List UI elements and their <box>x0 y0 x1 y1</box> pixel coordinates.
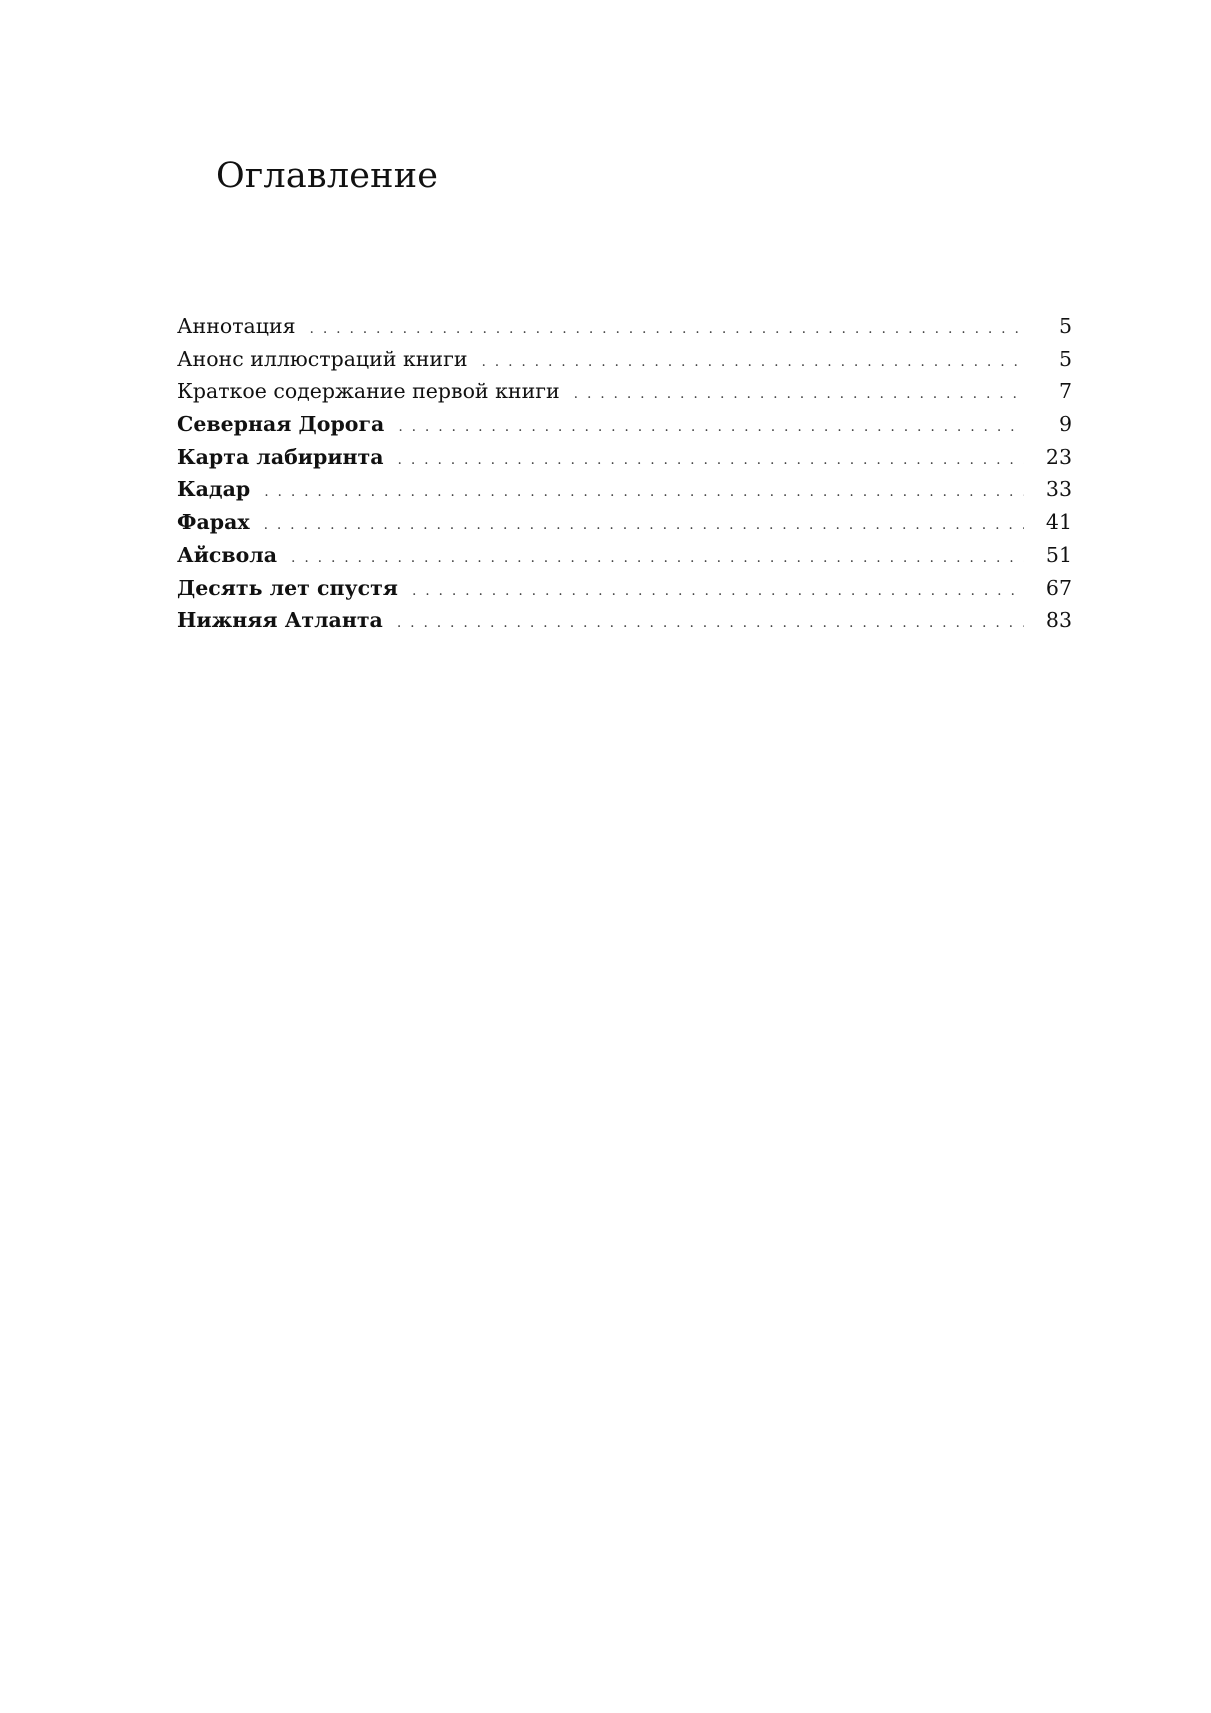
dot-leader <box>291 542 1024 575</box>
dot-leader <box>574 378 1024 411</box>
toc-entry-page: 67 <box>1045 575 1072 600</box>
toc-entry[interactable] <box>177 604 1072 637</box>
table-of-contents <box>177 310 1072 637</box>
toc-entry-page: 5 <box>1058 314 1072 338</box>
toc-entry-page: 41 <box>1045 510 1072 535</box>
toc-entry-title: Аннотация <box>177 314 296 338</box>
toc-entry-title: Нижняя Атланта <box>177 608 383 633</box>
toc-entry-page: 5 <box>1058 346 1072 371</box>
toc-entry-title: Северная Дорога <box>177 412 385 437</box>
toc-entry-page: 33 <box>1045 477 1072 502</box>
dot-leader <box>310 313 1024 346</box>
toc-entry[interactable] <box>177 506 1072 539</box>
toc-entry[interactable] <box>177 572 1072 605</box>
toc-entry-title: Фарах <box>177 510 250 535</box>
toc-entry-page: 83 <box>1045 608 1072 633</box>
dot-leader <box>398 411 1024 444</box>
toc-entry[interactable] <box>177 539 1072 572</box>
dot-leader <box>481 346 1024 379</box>
toc-entry-title: Краткое содержание первой книги <box>177 379 560 404</box>
toc-entry[interactable] <box>177 441 1072 474</box>
toc-entry-page: 23 <box>1045 444 1072 469</box>
toc-entry[interactable] <box>177 473 1072 506</box>
dot-leader <box>397 607 1024 640</box>
toc-entry-title: Десять лет спустя <box>177 575 398 600</box>
page-title: Оглавление <box>216 156 439 196</box>
toc-entry[interactable] <box>177 343 1072 376</box>
dot-leader <box>412 575 1024 608</box>
dot-leader <box>398 444 1024 477</box>
toc-entry-page: 9 <box>1058 412 1072 437</box>
toc-entry[interactable] <box>177 408 1072 441</box>
toc-entry-title: Анонс иллюстраций книги <box>177 346 468 371</box>
dot-leader <box>264 476 1024 509</box>
toc-entry-title: Кадар <box>177 477 251 502</box>
dot-leader <box>264 509 1024 542</box>
toc-entry[interactable] <box>177 310 1072 343</box>
toc-entry-page: 7 <box>1058 379 1072 404</box>
toc-entry-page: 51 <box>1045 542 1072 567</box>
toc-entry[interactable] <box>177 375 1072 408</box>
toc-entry-title: Айсвола <box>177 542 278 567</box>
toc-entry-title: Карта лабиринта <box>177 444 384 469</box>
